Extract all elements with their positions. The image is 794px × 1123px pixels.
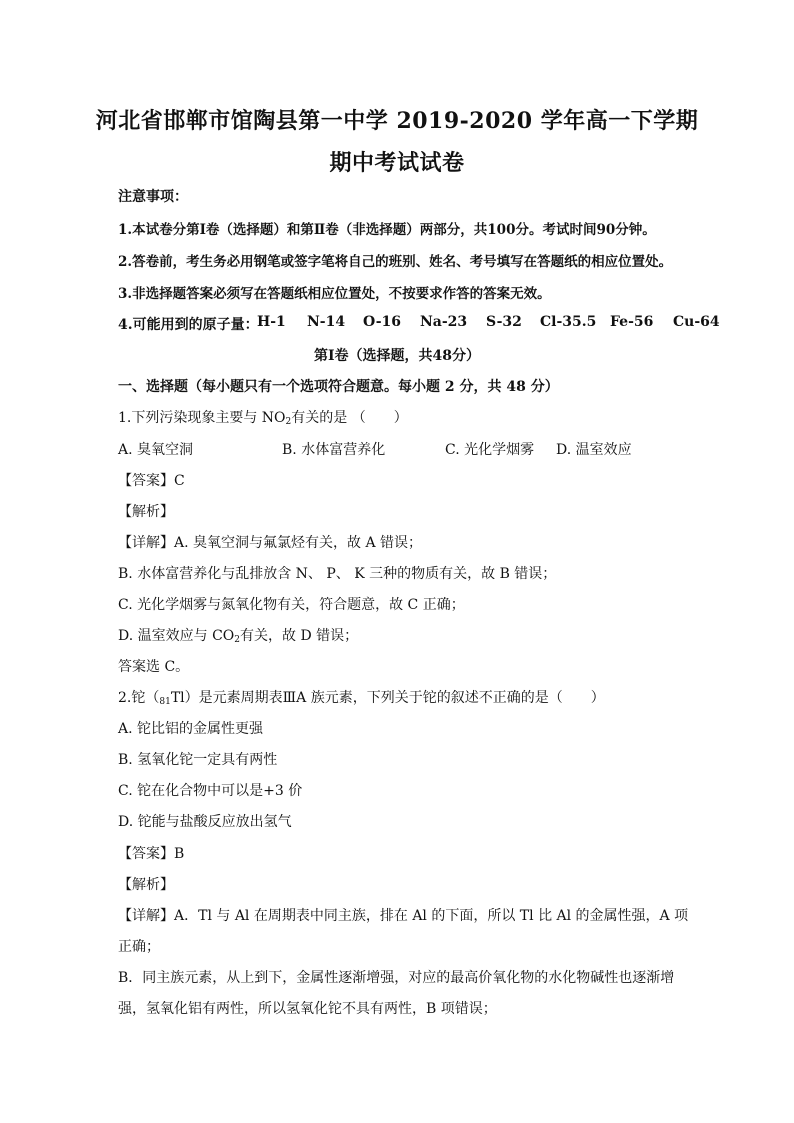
atomic-mass: S-32 — [486, 314, 522, 330]
note-1: 1.本试卷分第Ⅰ卷（选择题）和第Ⅱ卷（非选择题）两部分，共100分。考试时间90分钟。 — [118, 222, 656, 238]
q1-detail-a: 【详解】A. 臭氧空洞与氟氯烃有关，故 A 错误； — [118, 535, 423, 551]
note-2: 2.答卷前，考生务必用钢笔或签字笔将自己的班别、姓名、考号填写在答题纸的相应位置处。 — [118, 254, 673, 270]
notes-heading: 注意事项： — [118, 189, 188, 205]
q1-option-d: D. 温室效应 — [556, 442, 632, 458]
q1-option-b: B. 水体富营养化 — [282, 442, 386, 458]
q1-answer: 【答案】C — [118, 473, 185, 489]
q1-detail-d: D. 温室效应与 $CO_2$有关，故 D 错误； — [118, 628, 359, 645]
atomic-mass: Na-23 — [420, 314, 468, 330]
note-4-label: 4.可能用到的原子量： — [118, 317, 259, 333]
atomic-mass: Fe-56 — [610, 314, 654, 330]
q1-option-c: C. 光化学烟雾 — [445, 442, 535, 458]
q1-conclusion: 答案选 C。 — [118, 659, 190, 675]
q1-option-a: A. 臭氧空洞 — [118, 442, 194, 458]
exam-title-line1: 河北省邯郸市馆陶县第一中学 2019-2020 学年高一下学期 — [95, 108, 699, 134]
q2-detail-b-cont: 强，氢氧化铝有两性，所以氢氧化铊不具有两性，B 项错误； — [118, 1001, 497, 1017]
q2-option-a: A. 铊比铝的金属性更强 — [118, 721, 264, 737]
part-one-title: 第Ⅰ卷（选择题，共48分） — [313, 348, 481, 364]
section-heading: 一、选择题（每小题只有一个选项符合题意。每小题 2 分，共 48 分） — [118, 379, 559, 395]
q2-detail-a-cont: 正确； — [118, 939, 160, 955]
q2-option-c: C. 铊在化合物中可以是+3 价 — [118, 783, 303, 799]
atomic-mass: O-16 — [363, 314, 402, 330]
q2-option-b: B. 氢氧化铊一定具有两性 — [118, 752, 278, 768]
q2-detail-a: 【详解】A．Tl 与 Al 在周期表中同主族，排在 Al 的下面，所以 Tl 比 Al 的金属性强，A 项 — [118, 908, 689, 924]
q1-detail-b: B. 水体富营养化与乱排放含 N、 P、 K 三种的物质有关，故 B 错误； — [118, 566, 557, 582]
q2-analysis-label: 【解析】 — [118, 877, 174, 893]
atomic-mass: N-14 — [307, 314, 346, 330]
q2-answer: 【答案】B — [118, 846, 185, 862]
q2-option-d: D. 铊能与盐酸反应放出氢气 — [118, 814, 292, 830]
q1-detail-c: C. 光化学烟雾与氮氧化物有关，符合题意，故 C 正确； — [118, 597, 465, 613]
atomic-mass: Cl-35.5 — [540, 314, 597, 330]
note-3: 3.非选择题答案必须写在答题纸相应位置处，不按要求作答的答案无效。 — [118, 286, 551, 302]
atomic-mass: Cu-64 — [673, 314, 720, 330]
q2-detail-b: B．同主族元素，从上到下，金属性逐渐增强，对应的最高价氧化物的水化物碱性也逐渐增 — [118, 970, 675, 986]
exam-title-line2: 期中考试试卷 — [329, 150, 465, 176]
question-2-stem: 2.铊$(_{81}Tl)$是元素周期表ⅢA 族元素，下列关于铊的叙述不正确的是（ ） — [118, 690, 605, 707]
question-1-stem: 1.下列污染现象主要与 $NO_2$有关的是 （ ） — [118, 410, 408, 427]
atomic-mass: H-1 — [257, 314, 286, 330]
q1-analysis-label: 【解析】 — [118, 504, 174, 520]
